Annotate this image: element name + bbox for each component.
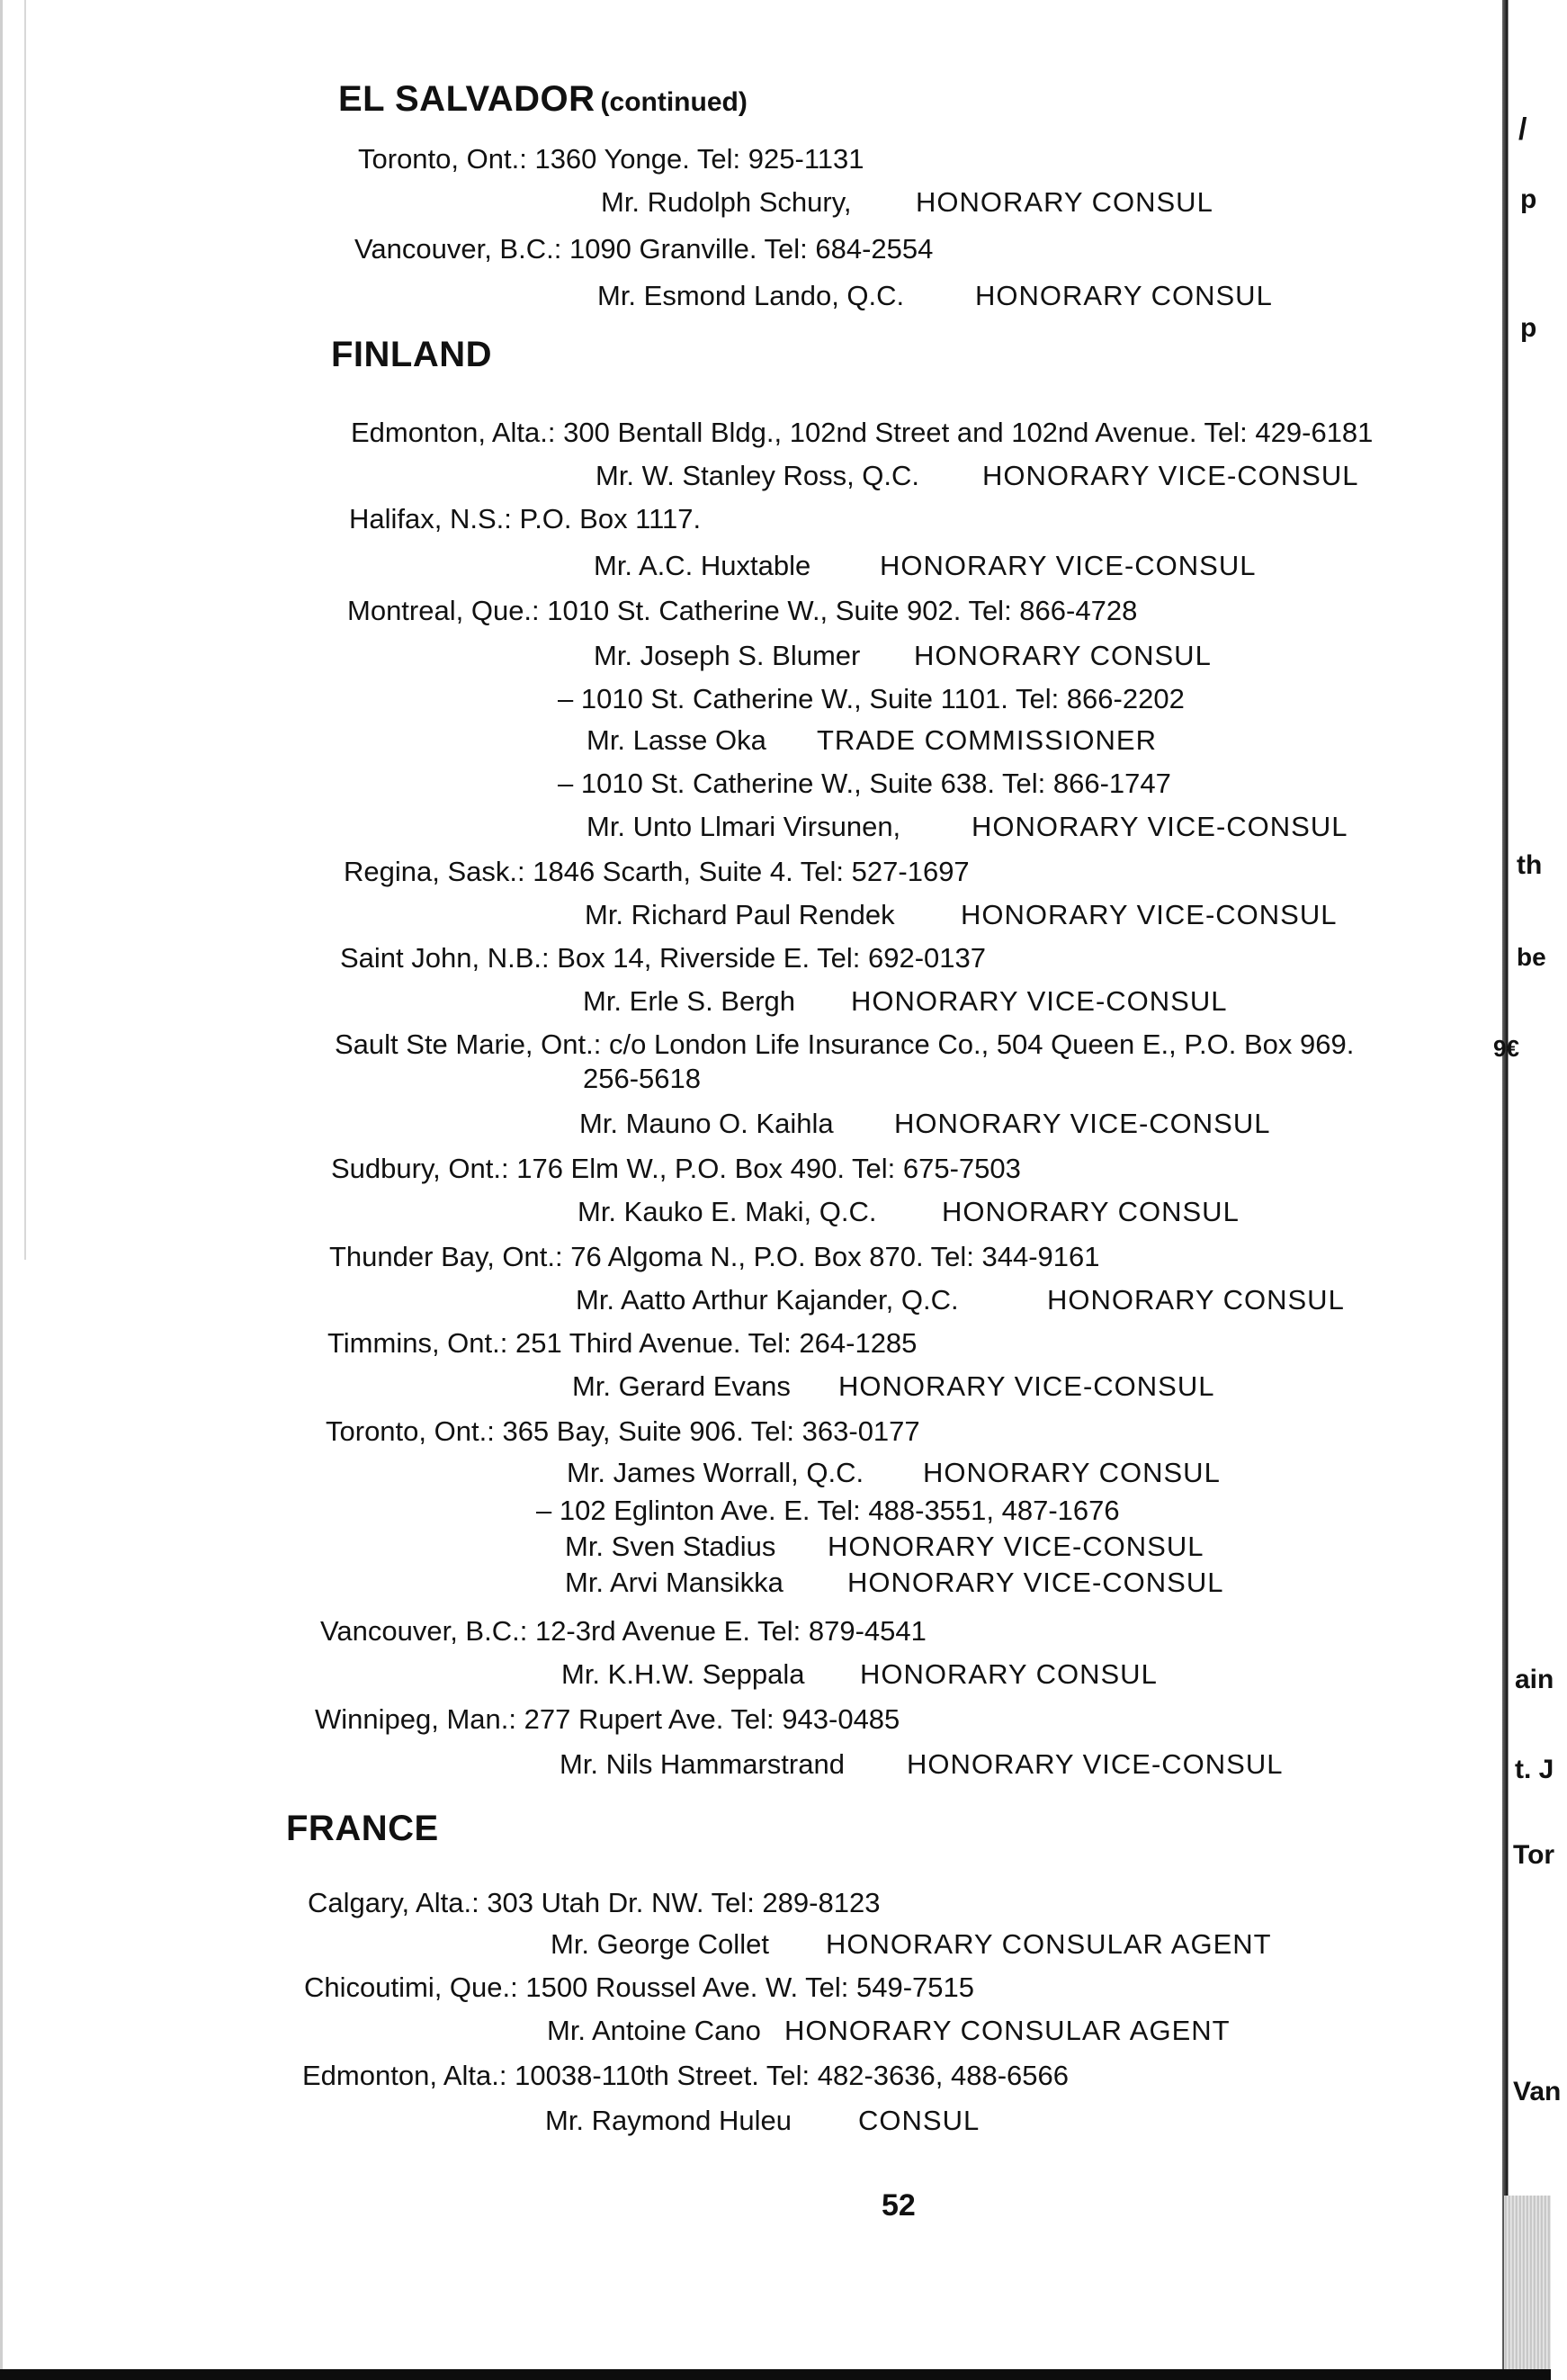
- address-line: Toronto, Ont.: 365 Bay, Suite 906. Tel: 363-0177: [326, 1415, 920, 1447]
- official-line: Mr. George Collet HONORARY CONSULAR AGENT: [551, 1928, 1272, 1960]
- book-spine-texture: [1504, 2196, 1551, 2380]
- official-line: Mr. Aatto Arthur Kajander, Q.C. HONORARY CONSUL: [576, 1284, 1345, 1316]
- adjacent-page-fragment: t. J: [1515, 1755, 1554, 1784]
- section-heading: EL SALVADOR (continued): [338, 79, 748, 119]
- official-line: Mr. Arvi Mansikka HONORARY VICE-CONSUL: [565, 1567, 1224, 1598]
- official-line: Mr. Lasse Oka TRADE COMMISSIONER: [587, 724, 1157, 756]
- address-line: Sudbury, Ont.: 176 Elm W., P.O. Box 490. Tel: 675-7503: [331, 1153, 1021, 1184]
- adjacent-page-fragment: 9€: [1493, 1035, 1519, 1062]
- address-line: Halifax, N.S.: P.O. Box 1117.: [349, 503, 702, 534]
- official-line: Mr. James Worrall, Q.C. HONORARY CONSUL: [567, 1457, 1221, 1488]
- official-line: Mr. K.H.W. Seppala HONORARY CONSUL: [561, 1658, 1158, 1690]
- address-line: Sault Ste Marie, Ont.: c/o London Life Insurance Co., 504 Queen E., P.O. Box 969.: [335, 1028, 1355, 1060]
- official-line: Mr. Mauno O. Kaihla HONORARY VICE-CONSUL: [579, 1108, 1271, 1139]
- adjacent-page-fragment: p: [1520, 313, 1537, 343]
- address-line: – 102 Eglinton Ave. E. Tel: 488-3551, 487-1676: [536, 1495, 1120, 1526]
- official-line: Mr. Gerard Evans HONORARY VICE-CONSUL: [572, 1370, 1215, 1402]
- official-line: Mr. Nils Hammarstrand HONORARY VICE-CONSUL: [560, 1748, 1284, 1780]
- address-line: Chicoutimi, Que.: 1500 Roussel Ave. W. Tel: 549-7515: [304, 1971, 975, 2003]
- address-line: Winnipeg, Man.: 277 Rupert Ave. Tel: 943-0485: [315, 1703, 900, 1735]
- address-line: Montreal, Que.: 1010 St. Catherine W., Suite 902. Tel: 866-4728: [347, 595, 1138, 626]
- official-line: Mr. Kauko E. Maki, Q.C. HONORARY CONSUL: [578, 1196, 1240, 1227]
- adjacent-page-fragment: Van: [1513, 2077, 1562, 2106]
- adjacent-page-fragment: p: [1520, 184, 1537, 214]
- section-heading: FINLAND: [331, 335, 493, 374]
- official-line: Mr. Sven Stadius HONORARY VICE-CONSUL: [565, 1531, 1204, 1562]
- adjacent-page-fragment: be: [1517, 943, 1546, 971]
- official-line: Mr. Rudolph Schury, HONORARY CONSUL: [601, 186, 1213, 218]
- official-line: Mr. Erle S. Bergh HONORARY VICE-CONSUL: [583, 985, 1228, 1017]
- adjacent-page-fragment: /: [1518, 112, 1527, 147]
- official-line: Mr. A.C. Huxtable HONORARY VICE-CONSUL: [594, 550, 1257, 581]
- official-line: Mr. Richard Paul Rendek HONORARY VICE-CONSUL: [585, 899, 1338, 930]
- address-line: Vancouver, B.C.: 1090 Granville. Tel: 684-2554: [354, 233, 934, 265]
- scan-bottom-border: [0, 2369, 1551, 2380]
- address-line: Thunder Bay, Ont.: 76 Algoma N., P.O. Box 870. Tel: 344-9161: [329, 1241, 1100, 1272]
- official-line: Mr. Antoine Cano HONORARY CONSULAR AGENT: [547, 2015, 1231, 2046]
- address-line: Edmonton, Alta.: 10038-110th Street. Tel: 482-3636, 488-6566: [302, 2060, 1069, 2091]
- address-line: Regina, Sask.: 1846 Scarth, Suite 4. Tel: 527-1697: [344, 856, 970, 887]
- address-line: Toronto, Ont.: 1360 Yonge. Tel: 925-1131: [358, 143, 864, 175]
- adjacent-page-fragment: Tor: [1513, 1840, 1555, 1870]
- official-line: Mr. W. Stanley Ross, Q.C. HONORARY VICE-CONSUL: [595, 460, 1359, 491]
- adjacent-page-fragment: ain: [1515, 1665, 1554, 1694]
- official-line: Mr. Esmond Lando, Q.C. HONORARY CONSUL: [597, 280, 1273, 311]
- book-spine-edge: [1502, 0, 1551, 2380]
- address-line: Vancouver, B.C.: 12-3rd Avenue E. Tel: 879-4541: [320, 1615, 927, 1647]
- official-line: Mr. Joseph S. Blumer HONORARY CONSUL: [594, 640, 1212, 671]
- address-line: – 1010 St. Catherine W., Suite 638. Tel: 866-1747: [558, 768, 1171, 799]
- address-line: Edmonton, Alta.: 300 Bentall Bldg., 102nd Street and 102nd Avenue. Tel: 429-6181: [351, 417, 1374, 448]
- official-line: Mr. Unto Llmari Virsunen, HONORARY VICE-CONSUL: [587, 811, 1348, 842]
- adjacent-page-fragment: th: [1517, 850, 1543, 880]
- page-number: 52: [882, 2188, 916, 2223]
- address-line: Calgary, Alta.: 303 Utah Dr. NW. Tel: 289-8123: [308, 1887, 881, 1918]
- address-line: – 1010 St. Catherine W., Suite 1101. Tel: 866-2202: [558, 683, 1185, 714]
- address-line: Saint John, N.B.: Box 14, Riverside E. Tel: 692-0137: [340, 942, 987, 974]
- address-line: Timmins, Ont.: 251 Third Avenue. Tel: 264-1285: [327, 1327, 918, 1359]
- scan-edge-left: [0, 0, 57, 2380]
- address-line: 256-5618: [583, 1063, 702, 1094]
- official-line: Mr. Raymond Huleu CONSUL: [545, 2105, 980, 2136]
- section-heading: FRANCE: [286, 1809, 439, 1848]
